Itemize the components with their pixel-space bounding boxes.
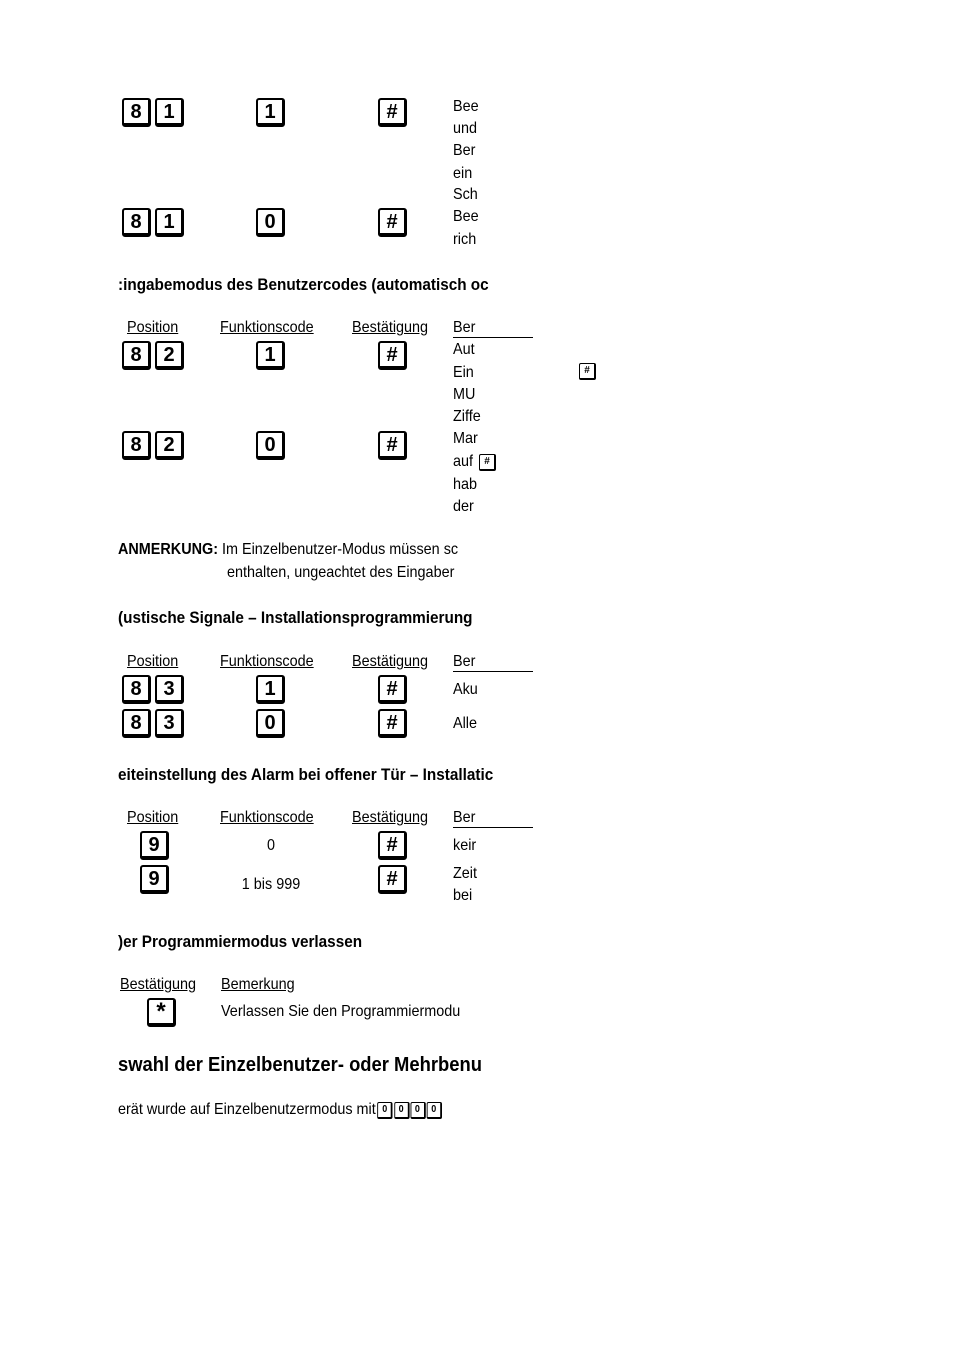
key-2: 2 <box>155 341 184 370</box>
header-remark: Ber <box>453 319 476 336</box>
exit-remark-text: Verlassen Sie den Programmiermodu <box>221 1003 461 1020</box>
note-line-2 <box>227 564 477 586</box>
key-8: 8 <box>122 675 151 704</box>
key-0-icon: 0 <box>410 1102 425 1119</box>
header-position: Position <box>127 319 179 336</box>
exit-remark <box>221 1003 477 1025</box>
key-2: 2 <box>155 431 184 460</box>
header-function-code: Funktionscode <box>220 809 314 826</box>
header-function-code: Funktionscode <box>220 653 314 670</box>
header-confirmation: Bestätigung <box>352 653 429 670</box>
key-hash: # <box>378 709 407 738</box>
note-line2: enthalten, ungeachtet des Eingaber <box>227 564 455 581</box>
section-82-title-text: :ingabemodus des Benutzercodes (automatisch oc <box>118 275 489 294</box>
header-underline <box>453 671 533 672</box>
remark-line: Ziffe <box>453 408 481 425</box>
key-8: 8 <box>122 341 151 370</box>
remark-line: der <box>453 498 474 515</box>
key-hash: # <box>378 675 407 704</box>
key-asterisk: * <box>147 998 176 1027</box>
header-remark: Ber <box>453 809 476 826</box>
remark-line: bei <box>453 887 473 904</box>
key-1: 1 <box>155 208 184 237</box>
header-confirmation: Bestätigung <box>120 976 197 993</box>
remark-line: auf <box>453 453 474 470</box>
header-position: Position <box>127 653 179 670</box>
note-text <box>118 541 459 559</box>
key-8: 8 <box>122 98 151 127</box>
main-heading <box>118 1054 482 1082</box>
section-83-title-text: (ustische Signale – Installationsprogrammierung <box>118 608 473 627</box>
remark-line: Zeit <box>453 865 478 882</box>
note-line-1 <box>118 541 477 563</box>
note-line1: Im Einzelbenutzer-Modus müssen sc <box>217 541 459 558</box>
remark-line: rich <box>453 231 477 248</box>
section-9-title-text: eiteinstellung des Alarm bei offener Tür – Installatic <box>118 765 494 784</box>
key-hash: # <box>378 98 407 127</box>
key-0-icon: 0 <box>378 1102 393 1119</box>
key-hash: # <box>378 341 407 370</box>
key-9: 9 <box>140 831 169 860</box>
key-8: 8 <box>122 431 151 460</box>
key-1: 1 <box>155 98 184 127</box>
key-code-1: 1 <box>256 98 285 127</box>
inline-hash-key-icon: # <box>479 454 496 471</box>
header-underline <box>453 827 533 828</box>
key-hash: # <box>378 431 407 460</box>
key-hash: # <box>378 831 407 860</box>
exit-section-title-text: )er Programmiermodus verlassen <box>118 932 363 951</box>
key-8: 8 <box>122 709 151 738</box>
remark-line: Ein <box>453 364 474 381</box>
section-82-title <box>118 275 489 299</box>
key-0-icon: 0 <box>394 1102 409 1119</box>
key-0-icon: 0 <box>427 1102 442 1119</box>
last-line-content <box>118 1101 441 1119</box>
key-code-1: 1 <box>256 341 285 370</box>
remark-line: keir <box>453 837 477 854</box>
remark-line: Ber <box>453 142 476 159</box>
side-hash-key-icon: # <box>579 363 596 380</box>
key-code-0: 0 <box>256 709 285 738</box>
header-confirmation: Bestätigung <box>352 809 429 826</box>
key-3: 3 <box>155 675 184 704</box>
section-9-title <box>118 765 494 789</box>
header-underline <box>453 337 533 338</box>
remark-line: Mar <box>453 430 478 447</box>
key-hash: # <box>378 865 407 894</box>
last-line-text: erät wurde auf Einzelbenutzermodus mit <box>118 1101 376 1118</box>
header-position: Position <box>127 809 179 826</box>
header-remark: Ber <box>453 653 476 670</box>
main-heading-text: swahl der Einzelbenutzer- oder Mehrbenu <box>118 1054 482 1076</box>
key-hash: # <box>378 208 407 237</box>
remark-line: ein <box>453 165 473 182</box>
header-function-code: Funktionscode <box>220 319 314 336</box>
note-label: ANMERKUNG: <box>118 541 218 558</box>
remark-line: Sch <box>453 186 478 203</box>
key-code-0: 0 <box>256 431 285 460</box>
key-code-0: 0 <box>256 208 285 237</box>
function-code-value: 0 <box>266 837 276 854</box>
key-9: 9 <box>140 865 169 894</box>
remark-line: und <box>453 120 478 137</box>
last-line <box>118 1101 477 1125</box>
remark-line: hab <box>453 476 478 493</box>
remark-line: Bee <box>453 98 479 115</box>
remark-line: Bee <box>453 208 479 225</box>
key-8: 8 <box>122 208 151 237</box>
function-code-value: 1 bis 999 <box>241 876 301 893</box>
remark-line: Aut <box>453 341 475 358</box>
header-remark: Bemerkung <box>221 976 295 993</box>
exit-section-title <box>118 932 477 956</box>
remark-line: Alle <box>453 715 478 732</box>
key-code-1: 1 <box>256 675 285 704</box>
section-83-title <box>118 608 477 632</box>
remark-line: Aku <box>453 681 478 698</box>
header-confirmation: Bestätigung <box>352 319 429 336</box>
remark-line: MU <box>453 386 476 403</box>
key-3: 3 <box>155 709 184 738</box>
